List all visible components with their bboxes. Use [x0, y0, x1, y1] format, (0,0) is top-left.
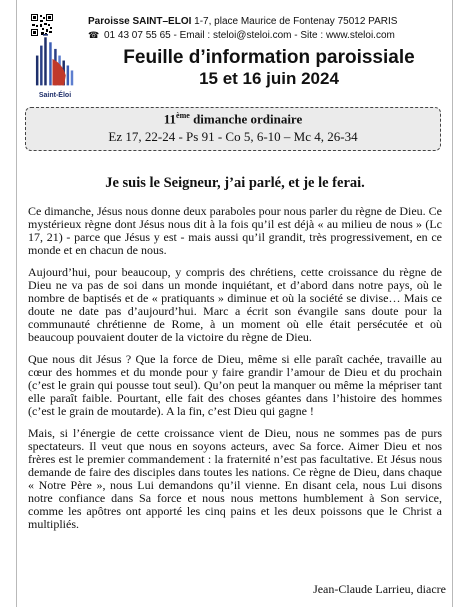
logo-caption: Saint-Éloi [38, 92, 72, 99]
ordinal-suffix: ème [176, 111, 190, 120]
qr-code-icon [31, 14, 53, 36]
article-paragraph: Aujourd’hui, pour beaucoup, y compris des chrétiens, cette croissance du règne de Dieu ne va pas de soi dans un monde inquiétant, et d’abord dans notre pays, où le nombre de baptisés et de « pratiquants » diminue et où la société se divise… Mais ce doute ne date pas d’aujourd’hui. Marc a écrit son évangile sans doute pour la communauté chrétienne de Rome, à un moment où elle était persécutée et où beaucoup pouvaient douter de la victoire du règne de Dieu. [28, 265, 442, 344]
article-body [28, 205, 442, 540]
article-paragraph: Mais, si l’énergie de cette croissance vient de Dieu, nous ne sommes pas de purs spectateurs. Il veut que nous en soyons acteurs, avec Sa force. Aimer Dieu et nos frères est le premier commandement : la fraternité n’est pas facultative. Et Jésus nous demande de faire des disciples dans toutes les nations. Ce règne de Dieu, dans chaque « Notre Père », nous Lui demandons qu’il vienne. En disant cela, nous Lui disons notre confiance dans Sa force et nous nous mettons humblement à Son service, comme les apôtres ont apporté les cinq pains et les deux poissons que le Christ a multipliés. [28, 426, 442, 531]
article-paragraph: Ce dimanche, Jésus nous donne deux paraboles pour nous parler du règne de Dieu. Ce mystérieux règne dont Jésus nous dit à la fois qu’il est déjà « au milieu de nous » (Lc 17, 21) - parce que Jésus y est - mais aussi qu’il grandit, très progressivement, en ce monde et en chacun de nous. [28, 204, 442, 257]
parish-logo [28, 12, 82, 102]
newsletter-title: Feuille d’information paroissiale [123, 47, 415, 68]
sunday-name: dimanche ordinaire [193, 111, 303, 127]
phone-number: 01 43 07 55 65 [104, 30, 171, 41]
church-emblem-icon [28, 34, 82, 92]
parish-name: Paroisse SAINT–ELOI [88, 16, 192, 27]
liturgy-box [25, 107, 441, 151]
liturgical-sunday [26, 111, 440, 127]
contact-separator: - [294, 30, 301, 41]
contact-line [88, 30, 395, 41]
contact-separator: - [173, 30, 180, 41]
header [28, 8, 453, 106]
website-address[interactable]: Site : www.steloi.com [300, 30, 395, 41]
article-headline: Je suis le Seigneur, j’ai parlé, et je le ferai. [105, 175, 365, 191]
article-paragraph: Que nous dit Jésus ? Que la force de Dieu, même si elle paraît cachée, travaille au cœur des hommes et du monde pour y faire grandir l’amour de Dieu et du prochain (c’est le grain qui pousse tout seul). Qu’on peut la manquer ou même la mépriser tant elle paraît faible. Pourtant, elle fait des choses géantes dans l’histoire des hommes (c’est le grain de moutarde). A la fin, c’est Dieu qui gagne ! [28, 352, 442, 418]
parish-address: 1-7, place Maurice de Fontenay 75012 PARIS [194, 16, 398, 27]
newsletter-dates: 15 et 16 juin 2024 [199, 69, 339, 88]
article-signature: Jean-Claude Larrieu, diacre [313, 582, 446, 596]
phone-icon: ☎ [88, 30, 100, 40]
crop-mark-left [16, 0, 17, 607]
readings-references: Ez 17, 22-24 - Ps 91 - Co 5, 6-10 – Mc 4, 26-34 [108, 129, 358, 145]
parish-address-line [88, 16, 397, 27]
ordinal-number: 11 [163, 111, 177, 127]
email-address[interactable]: Email : steloi@steloi.com [179, 30, 292, 41]
document-page [28, 8, 453, 106]
